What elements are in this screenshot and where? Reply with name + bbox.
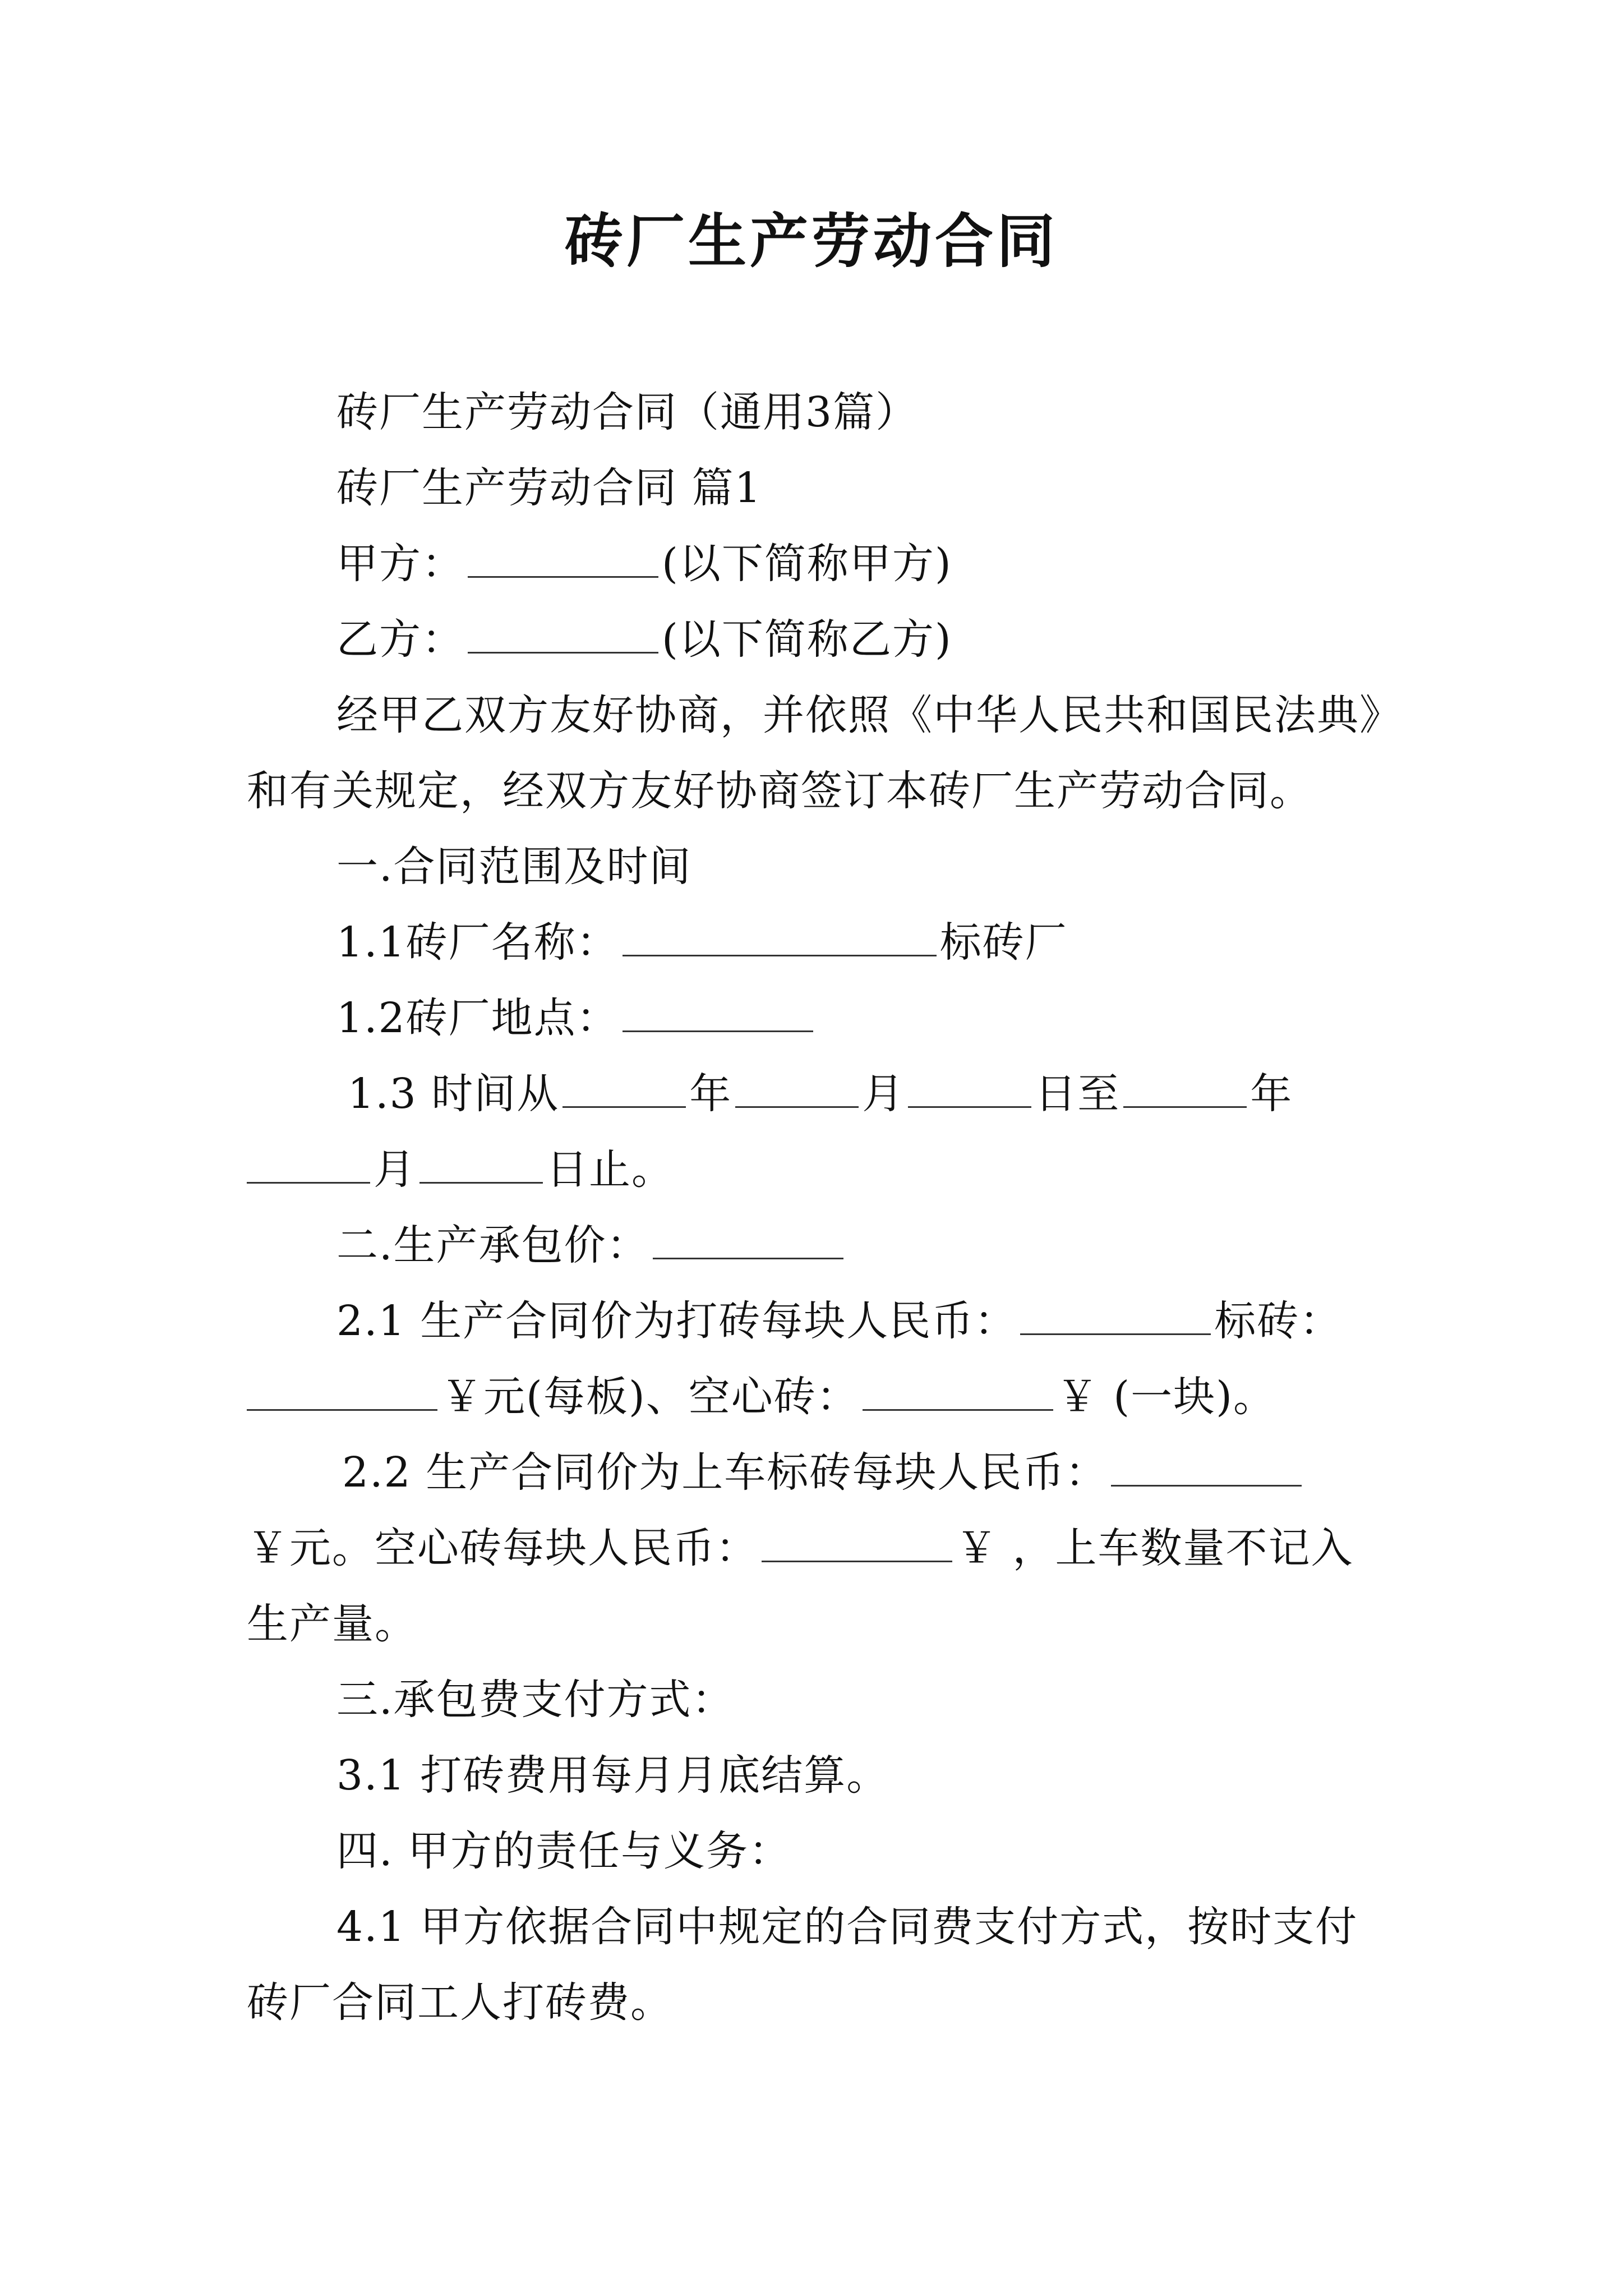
item-2-1-blank-3 [863, 1368, 1053, 1411]
item-4-1-line-2: 砖厂合同工人打砖费。 [247, 1978, 673, 2027]
section2-heading-line [336, 1214, 847, 1276]
month2-label: 月 [374, 1145, 416, 1194]
intro-line-1: 经甲乙双方友好协商，并依照《中华人民共和国民法典》 [336, 691, 1402, 739]
item-2-2-line-2 [247, 1517, 1354, 1579]
document-subtitle: 砖厂生产劳动合同（通用3篇） [336, 388, 919, 436]
document-title: 砖厂生产劳动合同 [564, 206, 1058, 275]
section1-heading: 一.合同范围及时间 [336, 843, 692, 891]
end-label: 日止。 [546, 1145, 674, 1194]
start-day-blank [908, 1065, 1031, 1108]
end-day-blank [419, 1140, 543, 1184]
item-3-1: 3.1 打砖费用每月月底结算。 [336, 1751, 889, 1800]
item-2-2-blank-2 [762, 1519, 952, 1562]
unit-piece-label: ￥ (一块)。 [1056, 1373, 1276, 1421]
start-year-blank [562, 1065, 686, 1108]
item-2-1-blank-1 [1020, 1292, 1211, 1335]
item-2-1-prefix: 2.1 生产合同价为打砖每块人民币： [336, 1297, 1017, 1345]
section2-blank [653, 1216, 843, 1259]
day-to-label: 日至 [1035, 1070, 1121, 1118]
party-b-label: 乙方： [336, 615, 464, 664]
part-heading: 砖厂生产劳动合同 篇1 [336, 464, 762, 512]
item-2-2-line-1 [342, 1442, 1305, 1503]
std-brick-label: 标砖： [1214, 1297, 1343, 1345]
item-1-3-line-1 [348, 1063, 1293, 1125]
year-label: 年 [689, 1070, 732, 1118]
end-year-blank [1123, 1065, 1247, 1108]
party-a-blank [468, 535, 658, 578]
item-1-2-blank [623, 989, 813, 1032]
unit-board-label: ￥元(每板)、空心砖： [441, 1373, 859, 1421]
end-month-blank [247, 1140, 370, 1184]
section2-heading: 二.生产承包价： [336, 1221, 649, 1269]
year2-label: 年 [1250, 1070, 1293, 1118]
item-1-3-prefix: 1.3 时间从 [348, 1070, 560, 1118]
party-b-suffix: (以下简称乙方) [662, 615, 952, 664]
item-2-1-line-1 [336, 1290, 1342, 1352]
item-2-1-blank-2 [247, 1368, 437, 1411]
section3-heading: 三.承包费支付方式： [336, 1676, 735, 1724]
item-2-2-blank-1 [1111, 1443, 1302, 1487]
item-2-2-unit2: ￥ ，上车数量不记入 [956, 1524, 1354, 1572]
party-a-label: 甲方： [336, 540, 464, 588]
item-1-2-prefix: 1.2砖厂地点： [336, 994, 619, 1042]
party-b-blank [468, 610, 658, 654]
party-a-line [336, 533, 952, 595]
section4-heading: 四. 甲方的责任与义务： [336, 1827, 792, 1875]
item-1-1-blank [623, 913, 937, 956]
party-a-suffix: (以下简称甲方) [662, 540, 952, 588]
item-2-1-line-2 [247, 1366, 1276, 1428]
item-1-1-prefix: 1.1砖厂名称： [336, 918, 619, 967]
start-month-blank [735, 1065, 859, 1108]
item-1-3-line-2 [247, 1139, 674, 1200]
item-1-2 [336, 987, 817, 1049]
month-label: 月 [862, 1070, 905, 1118]
item-2-2-prefix: 2.2 生产合同价为上车标砖每块人民币： [342, 1448, 1108, 1497]
item-2-2-line-3: 生产量。 [247, 1600, 417, 1648]
item-2-2-unit1: ￥元。空心砖每块人民币： [247, 1524, 758, 1572]
item-1-1-suffix: 标砖厂 [939, 918, 1068, 967]
party-b-line [336, 609, 952, 670]
item-4-1-line-1: 4.1 甲方依据合同中规定的合同费支付方式，按时支付 [336, 1903, 1358, 1951]
item-1-1 [336, 912, 1068, 973]
intro-line-2: 和有关规定，经双方友好协商签订本砖厂生产劳动合同。 [247, 767, 1312, 815]
